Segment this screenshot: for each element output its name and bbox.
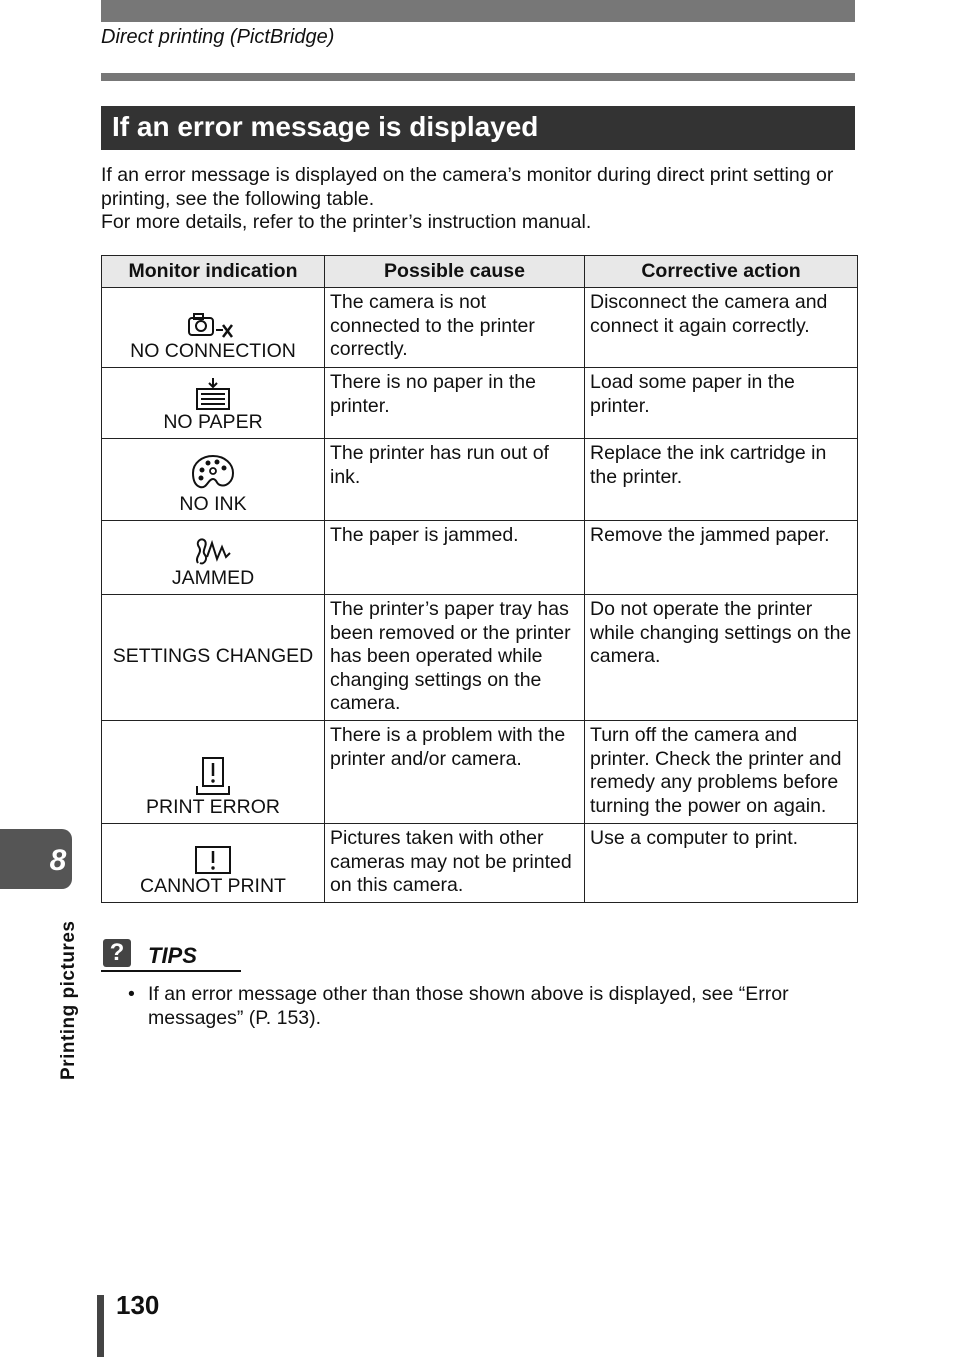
action-cell: Do not operate the printer while changing settings on the camera. — [585, 595, 858, 721]
indication-label: SETTINGS CHANGED — [112, 644, 314, 667]
paper-jam-icon — [193, 535, 233, 567]
monitor-indication-cell — [102, 595, 325, 721]
column-header: Corrective action — [585, 256, 858, 288]
chapter-number: 8 — [49, 844, 67, 877]
table-row — [102, 288, 858, 368]
indication-label: NO CONNECTION — [130, 339, 296, 362]
cause-cell: The printer’s paper tray has been removed or the printer has been operated while changing settings on the camera. — [325, 595, 585, 721]
page-number: 130 — [116, 1290, 160, 1320]
action-cell: Remove the jammed paper. — [585, 521, 858, 595]
printer-error-icon — [193, 756, 233, 796]
monitor-indication-cell — [102, 721, 325, 824]
monitor-indication-cell — [102, 288, 325, 368]
monitor-indication-cell — [102, 824, 325, 903]
camera-disconnected-icon — [187, 312, 239, 340]
column-header: Monitor indication — [102, 256, 325, 288]
tips-heading: TIPS — [148, 943, 197, 968]
tips-underline — [101, 970, 241, 972]
indication-label: CANNOT PRINT — [140, 874, 286, 897]
cause-cell: There is a problem with the printer and/or camera. — [325, 721, 585, 824]
cause-cell: The camera is not connected to the printer correctly. — [325, 288, 585, 368]
column-header: Possible cause — [325, 256, 585, 288]
tips-text: If an error message other than those shown above is displayed, see “Error messages” (P. 153). — [148, 983, 789, 1029]
table-row — [102, 439, 858, 521]
intro-paragraph: For more details, refer to the printer’s instruction manual. — [101, 211, 592, 233]
running-header: Direct printing (PictBridge) — [101, 26, 335, 48]
tips-question-icon: ? — [103, 939, 131, 967]
intro-text — [101, 164, 861, 235]
table-row — [102, 595, 858, 721]
action-cell: Use a computer to print. — [585, 824, 858, 903]
chapter-side-label: Printing pictures — [58, 920, 79, 1080]
table-row — [102, 824, 858, 903]
bullet: • — [128, 983, 135, 1005]
table-row — [102, 368, 858, 439]
page-number-bar — [97, 1295, 104, 1357]
cause-cell: There is no paper in the printer. — [325, 368, 585, 439]
monitor-indication-cell — [102, 439, 325, 521]
tips-list-item — [128, 983, 858, 1030]
paper-tray-icon — [193, 377, 233, 411]
ink-palette-icon — [190, 453, 236, 493]
action-cell: Load some paper in the printer. — [585, 368, 858, 439]
indication-label: NO INK — [179, 492, 247, 515]
cause-cell: Pictures taken with other cameras may not be printed on this camera. — [325, 824, 585, 903]
table-row — [102, 721, 858, 824]
action-cell: Replace the ink cartridge in the printer. — [585, 439, 858, 521]
indication-label: JAMMED — [171, 566, 255, 589]
chapter-tab — [0, 829, 72, 889]
header-divider — [101, 73, 855, 81]
table-row — [102, 521, 858, 595]
action-cell: Disconnect the camera and connect it again correctly. — [585, 288, 858, 368]
section-title: If an error message is displayed — [101, 106, 855, 150]
error-table — [101, 255, 858, 903]
cause-cell: The paper is jammed. — [325, 521, 585, 595]
action-cell: Turn off the camera and printer. Check the printer and remedy any problems before turning the power on again. — [585, 721, 858, 824]
monitor-indication-cell — [102, 368, 325, 439]
table-header-row — [102, 256, 858, 288]
intro-paragraph: If an error message is displayed on the camera’s monitor during direct print setting or printing, see the following table. — [101, 164, 834, 210]
top-rule — [101, 0, 855, 22]
warning-box-icon — [194, 845, 232, 875]
cause-cell: The printer has run out of ink. — [325, 439, 585, 521]
indication-label: PRINT ERROR — [146, 795, 280, 818]
indication-label: NO PAPER — [163, 410, 263, 433]
monitor-indication-cell — [102, 521, 325, 595]
